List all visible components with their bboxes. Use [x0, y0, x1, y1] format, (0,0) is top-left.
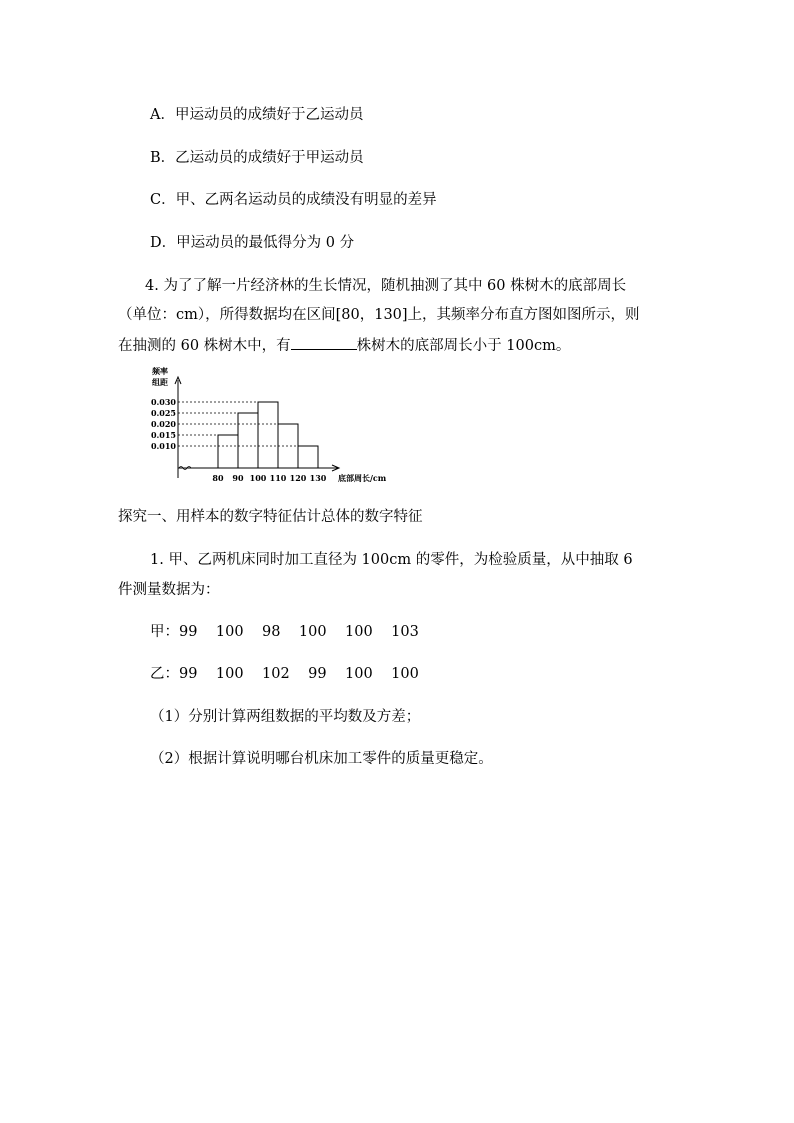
x-tick-label: 100	[249, 473, 267, 483]
histogram-bar	[238, 413, 258, 468]
x-tick-label: 80	[212, 473, 224, 483]
histogram-bars	[218, 402, 318, 468]
section-title: 探究一、用样本的数字特征估计总体的数字特征	[118, 509, 423, 525]
x-axis-label: 底部周长/cm	[338, 473, 387, 483]
y-axis-label-bottom: 组距	[152, 377, 168, 387]
question4-line3	[118, 335, 570, 356]
y-tick-labels	[151, 397, 176, 451]
frequency-histogram	[148, 366, 398, 488]
option-d: D．甲运动员的最低得分为 0 分	[150, 235, 355, 251]
problem1-line1: 1. 甲、乙两机床同时加工直径为 100cm 的零件，为检验质量，从中抽取 6	[150, 552, 633, 568]
y-tick-label: 0.025	[150, 408, 176, 418]
x-tick-label: 130	[309, 473, 327, 483]
y-tick-label: 0.020	[150, 419, 176, 429]
histogram-bar	[258, 402, 278, 468]
y-tick-label: 0.010	[150, 441, 176, 451]
histogram-axes	[175, 377, 339, 478]
histogram-labels	[152, 366, 387, 483]
x-tick-label: 120	[289, 473, 307, 483]
y-tick-label: 0.030	[150, 397, 176, 407]
question4-line1: 4. 为了了解一片经济林的生长情况，随机抽测了其中 60 株树木的底部周长	[145, 278, 627, 294]
x-tick-label: 90	[232, 473, 244, 483]
data-row-jia: 甲：99 100 98 100 100 103	[150, 624, 419, 640]
question4-line2: （单位：cm），所得数据均在区间[80，130]上，其频率分布直方图如图所示，则	[118, 307, 640, 323]
option-b: B．乙运动员的成绩好于甲运动员	[150, 150, 364, 166]
data-row-yi: 乙：99 100 102 99 100 100	[150, 666, 419, 682]
option-c: C．甲、乙两名运动员的成绩没有明显的差异	[150, 192, 437, 208]
problem1-question2: （2）根据计算说明哪台机床加工零件的质量更稳定。	[150, 751, 493, 767]
problem1-line2: 件测量数据为：	[118, 582, 220, 598]
question4-line3-start: 在抽测的 60 株树木中，有	[118, 338, 291, 354]
y-tick-label: 0.015	[150, 430, 176, 440]
option-a: A．甲运动员的成绩好于乙运动员	[150, 107, 364, 123]
x-tick-label: 110	[269, 473, 287, 483]
histogram-bar	[218, 435, 238, 468]
x-tick-labels	[212, 473, 326, 483]
question4-line3-end: 株树木的底部周长小于 100cm。	[356, 338, 571, 354]
y-axis-label-top: 频率	[152, 366, 168, 376]
problem1-question1: （1）分别计算两组数据的平均数及方差；	[150, 709, 421, 725]
answer-blank[interactable]	[291, 335, 357, 350]
histogram-bar	[298, 446, 318, 468]
